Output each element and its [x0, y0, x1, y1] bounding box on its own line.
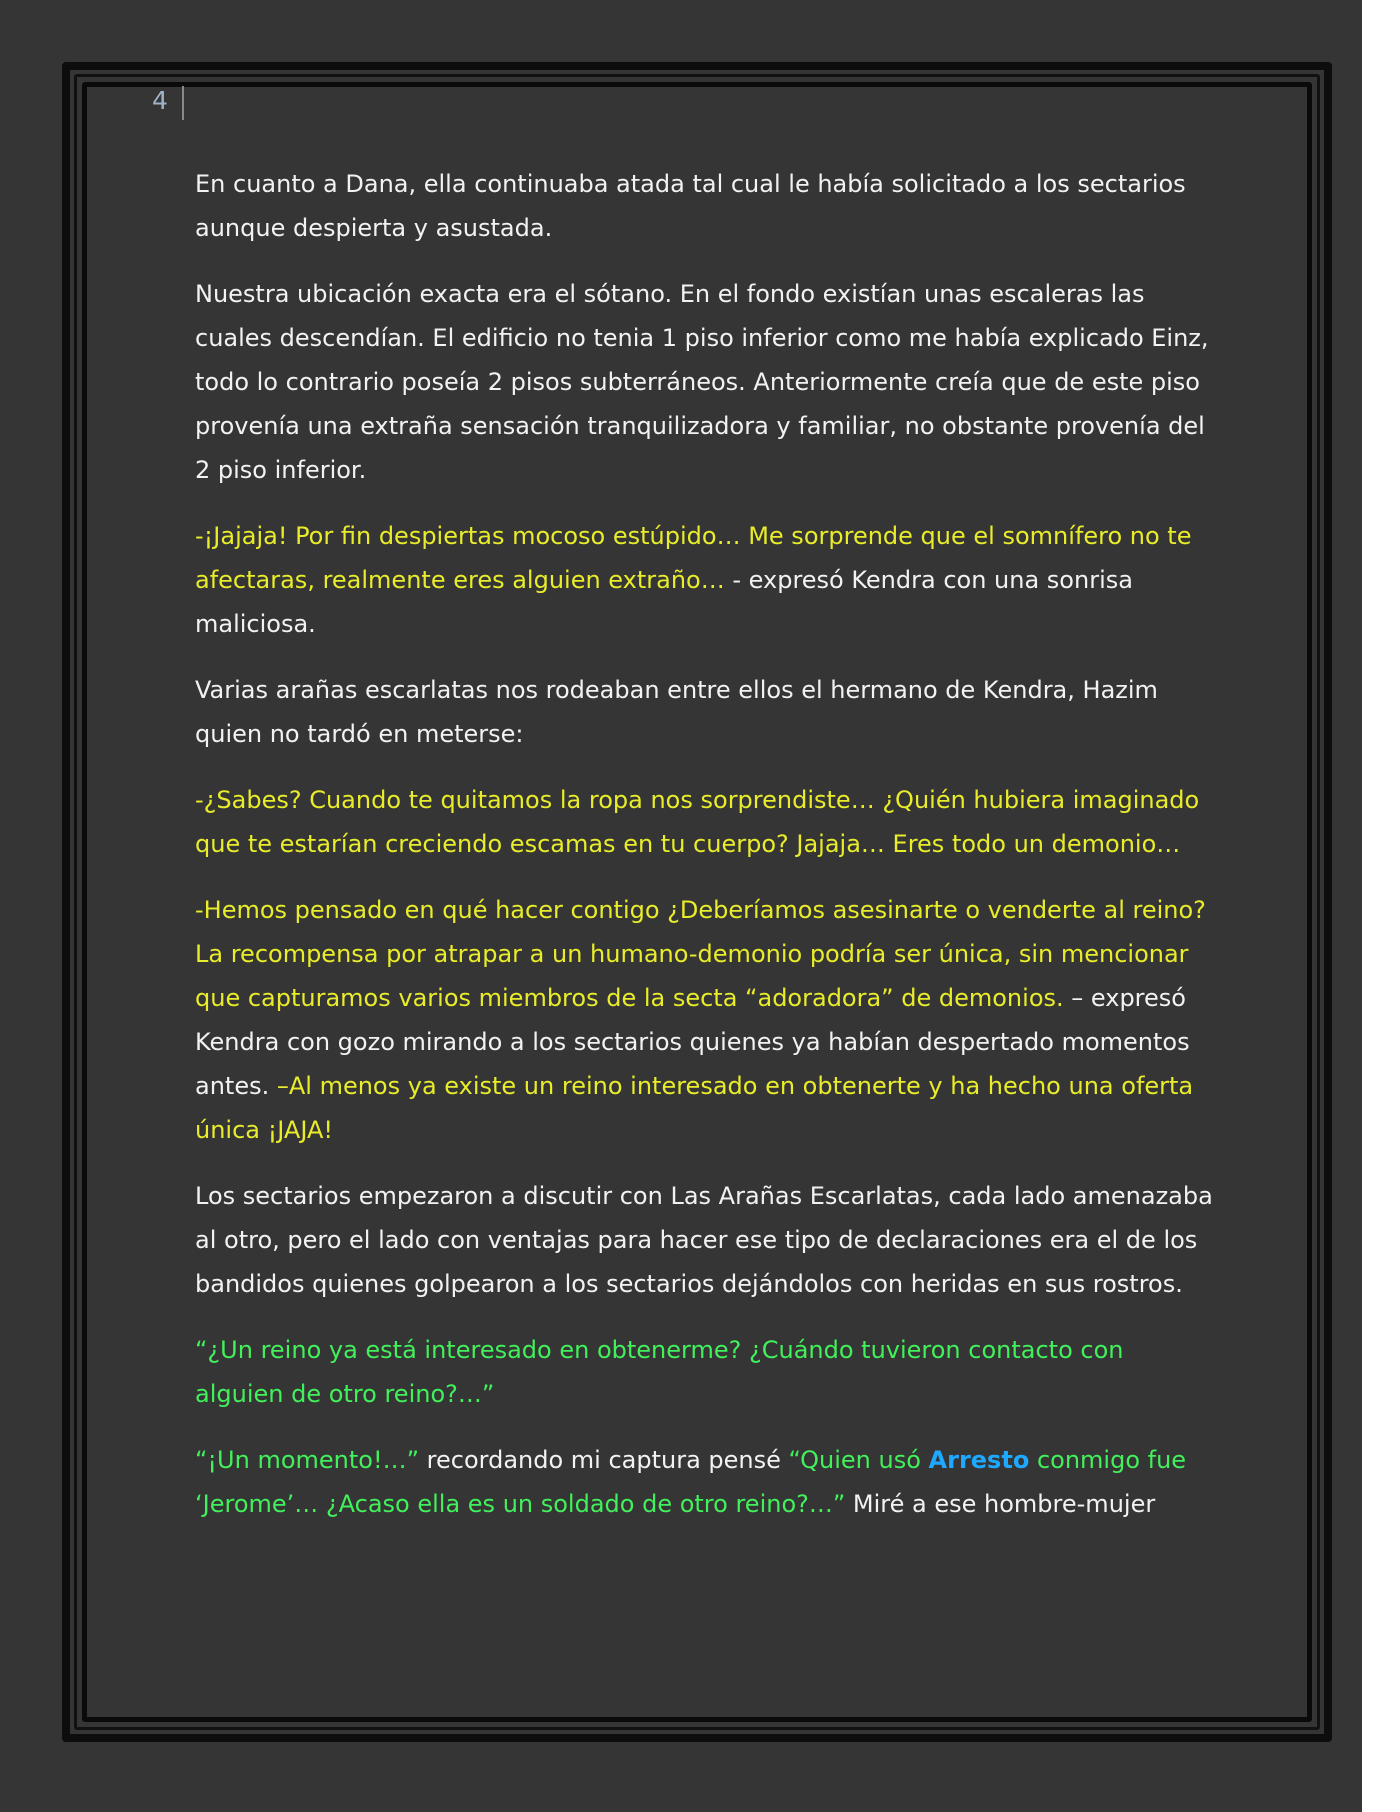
- thought-text: “Quien usó: [788, 1446, 929, 1474]
- paragraph: [195, 668, 1215, 756]
- paragraph: [195, 162, 1215, 250]
- paragraph: [195, 778, 1215, 866]
- skill-text: Arresto: [928, 1446, 1030, 1474]
- dialogue-text: -Hemos pensado en qué hacer contigo ¿Deberíamos asesinarte o venderte al reino? La recompensa por atrapar a un humano-demonio podría ser única, sin mencionar que capturamos varios miembros de la secta “adoradora” de demonios.: [195, 896, 1206, 1012]
- page-number: 4: [152, 86, 168, 115]
- narration-text: Miré a ese hombre-mujer: [845, 1490, 1156, 1518]
- narration-text: – expresó Kendra con gozo mirando a los sectarios quienes ya habían despertado momentos antes.: [195, 984, 1190, 1100]
- paragraph: [195, 1328, 1215, 1416]
- page-edge-strip: [1362, 0, 1400, 1812]
- narration-text: Nuestra ubicación exacta era el sótano. En el fondo existían unas escaleras las cuales descendían. El edificio no tenia 1 piso inferior como me había explicado Einz, todo lo contrario poseía 2 pisos subterráneos. Anteriormente creía que de este piso provenía una extraña sensación tranquilizadora y familiar, no obstante provenía del 2 piso inferior.: [195, 280, 1209, 484]
- narration-text: En cuanto a Dana, ella continuaba atada tal cual le había solicitado a los sectarios aunque despierta y asustada.: [195, 170, 1186, 242]
- dialogue-text: -¡Jajaja! Por fin despiertas mocoso estúpido… Me sorprende que el somnífero no te afectaras, realmente eres alguien extraño…: [195, 522, 1192, 594]
- paragraph: [195, 272, 1215, 492]
- paragraph: [195, 1174, 1215, 1306]
- dialogue-text: -¿Sabes? Cuando te quitamos la ropa nos sorprendiste… ¿Quién hubiera imaginado que te estarían creciendo escamas en tu cuerpo? Jajaja… Eres todo un demonio…: [195, 786, 1200, 858]
- thought-text: “¿Un reino ya está interesado en obtenerme? ¿Cuándo tuvieron contacto con alguien de otro reino?…”: [195, 1336, 1124, 1408]
- narration-text: recordando mi captura pensé: [419, 1446, 789, 1474]
- page-body-text: [195, 162, 1215, 1548]
- thought-text: conmigo fue ‘Jerome’… ¿Acaso ella es un soldado de otro reino?…”: [195, 1446, 1187, 1518]
- narration-text: Varias arañas escarlatas nos rodeaban entre ellos el hermano de Kendra, Hazim quien no tardó en meterse:: [195, 676, 1158, 748]
- paragraph: [195, 514, 1215, 646]
- page-number-divider: [182, 86, 184, 120]
- dialogue-text: –Al menos ya existe un reino interesado en obtenerte y ha hecho una oferta única ¡JAJA!: [195, 1072, 1194, 1144]
- narration-text: - expresó Kendra con una sonrisa maliciosa.: [195, 566, 1133, 638]
- narration-text: Los sectarios empezaron a discutir con Las Arañas Escarlatas, cada lado amenazaba al otro, pero el lado con ventajas para hacer ese tipo de declaraciones era el de los bandidos quienes golpearon a los sectarios dejándolos con heridas en sus rostros.: [195, 1182, 1213, 1298]
- thought-text: “¡Un momento!…”: [195, 1446, 420, 1474]
- paragraph: [195, 888, 1215, 1152]
- paragraph: [195, 1438, 1215, 1526]
